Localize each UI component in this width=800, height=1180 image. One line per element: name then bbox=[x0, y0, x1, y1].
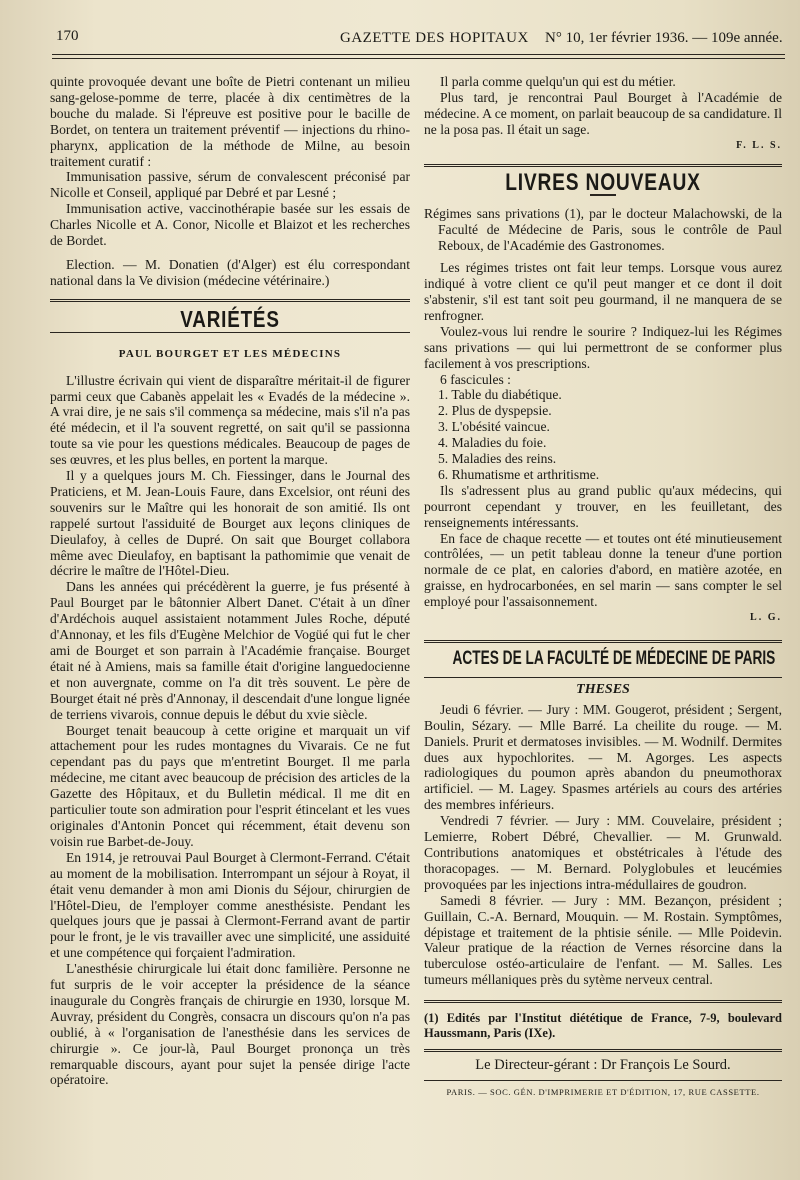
paragraph: Plus tard, je rencontrai Paul Bourget à l'Académie de médecine. A ce moment, on parlait beaucoup de sa candidature. Il ne la posa pas. Il était un sage. bbox=[424, 89, 782, 137]
director-line: Le Directeur-gérant : Dr François Le Sourd. bbox=[475, 1057, 731, 1074]
paragraph: Vendredi 7 février. — Jury : MM. Couvelaire, président ; Lemierre, Robert Débré, Chevallier. — M. Grunwald. Contributions anatomiques et obstétricales à l'étude des thoracopages. — M. Bernard. Polyglobules et leucémies provoquées par les injections intra-médullaires de goudron. bbox=[424, 813, 782, 892]
list-item: 2. Plus de dyspepsie. bbox=[438, 403, 552, 419]
list-item: 1. Table du diabétique. bbox=[438, 387, 562, 403]
section-rule bbox=[424, 677, 782, 678]
section-rule bbox=[424, 640, 782, 643]
paragraph: 6 fascicules : bbox=[440, 371, 511, 387]
paragraph: Immunisation passive, sérum de convalescent préconisé par Nicolle et Conseil, appliqué par Debré et par Lesné ; bbox=[50, 169, 410, 201]
list-item: 3. L'obésité vaincue. bbox=[438, 419, 550, 435]
page-number: 170 bbox=[56, 28, 79, 44]
theses-title: THESES bbox=[576, 681, 630, 697]
header-rule bbox=[52, 54, 785, 55]
paragraph: En 1914, je retrouvai Paul Bourget à Clermont-Ferrand. C'était au moment de la mobilisation. Interrompant un séjour à Royat, il était venu demander à mon ami Dionis du Séjour, chirurgien de l'Hôtel-Dieu, de l'employer comme anesthésiste. Pendant les quelques jours que je passai à Clermont-Ferrand avant de partir pour le front, je le vis travailler avec une simplicité, une assiduité et une compétence qui forçaient l'admiration. bbox=[50, 849, 410, 961]
list-item: 5. Maladies des reins. bbox=[438, 451, 557, 467]
signature: L. G. bbox=[750, 612, 782, 624]
book-entry: Régimes sans privations (1), par le docteur Malachowski, de la Faculté de Médecine de Paris, sous le contrôle de Paul Reboux, de l'Académie des Gastronomes. bbox=[424, 206, 782, 254]
right-column bbox=[424, 74, 782, 1101]
issue-info: N° 10, 1er février 1936. — 109e année. bbox=[545, 30, 783, 46]
footnote: (1) Edités par l'Institut diététique de France, 7-9, boulevard Haussmann, Paris (IXe). bbox=[424, 1011, 782, 1041]
paragraph: quinte provoquée devant une boîte de Pietri contenant un milieu sang-gelose-pomme de terre, placée à dix centimètres de la bouche du malade. Si l'épreuve est positive pour le bacille de Bordet, on tentera un traitement préventif — injections du rhino-pharynx, application de la méthode de Milne, au besoin traitement curatif : bbox=[50, 74, 410, 169]
livres-title: LIVRES NOUVEAUX bbox=[505, 168, 701, 196]
paragraph: Immunisation active, vaccinothérapie basée sur les essais de Charles Nicolle et A. Conor, Nicolle et Blaizot et les recherches de Bordet. bbox=[50, 201, 410, 249]
paragraph: Bourget tenait beaucoup à cette origine et marquait un vif attachement pour les rudes montagnes du Vivarais. Ce ne fut cependant pas du pays que m'entretint Bourget. Il me parla médecine, me citant avec beaucoup de précision des articles de la Gazette des Hôpitaux, et du Bulletin médical. Il me dit en particulier toute son admiration pour l'esprit étincelant et les vues originales d'Antonin Poncet qui récemment, était devenu son voisin rue Barbet-de-Jouy. bbox=[50, 722, 410, 849]
paragraph: Jeudi 6 février. — Jury : MM. Gougerot, président ; Sergent, Boulin, Sézary. — Mlle Barré. La cheilite du rouge. — M. Daniels. Prurit et dermatoses invisibles. — M. Wodnilf. Dermites dues aux hypochlorites. — M. Agorges. Les aspects radiologiques du poumon après abandon du pneumothorax artificiel. — M. Lagey. Spasmes artériels au cours des artéries des membres inférieurs. bbox=[424, 701, 782, 813]
varietes-subtitle: PAUL BOURGET ET LES MÉDECINS bbox=[118, 347, 342, 360]
imprint: PARIS. — SOC. GÉN. D'IMPRIMERIE ET D'ÉDITION, 17, RUE CASSETTE. bbox=[446, 1087, 760, 1098]
section-rule bbox=[50, 332, 410, 333]
paragraph: Dans les années qui précédèrent la guerre, je fus présenté à Paul Bourget par le bâtonnier Albert Danet. C'était à un dîner d'Ardéchois auquel assistaient notamment Jules Roche, député d'Annonay, et les fils d'Eugène Melchior de Vogüé qui fut le cher ami de Bourget et son parrain à l'Académie française. Bourget était né à Amiens, mais sa famille était d'origine languedocienne et non auvergnate, comme on l'a dit très souvent. Le père de Bourget était né près d'Annonay, il descendait d'une longue lignée de terriens vivarois, connue depuis le début du xvie siècle. bbox=[50, 579, 410, 722]
section-rule bbox=[424, 1000, 782, 1003]
paragraph: Il parla comme quelqu'un qui est du métier. bbox=[440, 74, 676, 89]
paragraph: En face de chaque recette — et toutes ont été minutieusement contrôlées, — un petit tableau donne la teneur d'une portion normale de ce plat, en calories d'abord, en matière azotée, en graisse, en hydrocarbonées, en sel marin — sans compter le sel employé pour l'assaisonnement. bbox=[424, 530, 782, 610]
signature: F. L. S. bbox=[736, 139, 782, 151]
header-rule-2 bbox=[52, 58, 785, 59]
list-item: 4. Maladies du foie. bbox=[438, 435, 547, 451]
section-rule bbox=[424, 164, 782, 167]
left-column bbox=[50, 74, 410, 1088]
paragraph: Voulez-vous lui rendre le sourire ? Indiquez-lui les Régimes sans privations — qui lui permettront de se conformer plus facilement à vos prescriptions. bbox=[424, 323, 782, 371]
paragraph: Election. — M. Donatien (d'Alger) est élu correspondant national dans la Ve division (médecine vétérinaire.) bbox=[50, 256, 410, 288]
list-item: 6. Rhumatisme et arthritisme. bbox=[438, 466, 600, 482]
paragraph: L'anesthésie chirurgicale lui était donc familière. Personne ne fut surpris de le voir accepter la présidence de la séance inaugurale du Congrès français de chirurgie en 1930, lorsque M. Auvray, président du Congrès, consacra un discours qu'on n'a pas oublié, à « l'organisation de l'anesthésie dans les services de chirurgie ». Ce jour-là, Paul Bourget prononça un très remarquable discours, ayant pour sujet la pensée dirige l'acte opératoire. bbox=[50, 961, 410, 1088]
fascicule-list bbox=[424, 387, 782, 482]
running-header bbox=[52, 28, 787, 50]
actes-title: ACTES DE LA FACULTÉ DE MÉDECINE DE PARIS bbox=[452, 648, 776, 669]
section-rule bbox=[424, 1080, 782, 1081]
paragraph: Ils s'adressent plus au grand public qu'aux médecins, qui pourront cependant y trouver, en les feuilletant, des renseignements intéressants. bbox=[424, 482, 782, 530]
paragraph: Samedi 8 février. — Jury : MM. Bezançon, président ; Guillain, C.-A. Bernard, Mouquin. — M. Rostain. Symptômes, dépistage et traitement de la phtisie sénile. — Mlle Poidevin. Valeur pratique de la réaction de Vernes résorcine dans la tuberculose ostéo-articulaire de l'enfant. — M. Salles. Les tumeurs méllaniques près du sytème nerveux central. bbox=[424, 892, 782, 988]
section-rule bbox=[50, 299, 410, 302]
varietes-title: VARIÉTÉS bbox=[180, 305, 280, 332]
paragraph: Il y a quelques jours M. Ch. Fiessinger, dans le Journal des Praticiens, et M. Jean-Louis Faure, dans Excelsior, ont réuni des souvenirs sur le Maître qui les honorait de son amitié. Ils ont rappelé surtout l'assiduité de Bourget aux leçons cliniques de Dieulafoy, à celles de Dupré. On sait que Bourget collabora même avec Dieulafoy, en baptisant la pathomimie que venait de décrire le maître de l'Hôtel-Dieu. bbox=[50, 468, 410, 579]
journal-title: GAZETTE DES HOPITAUX bbox=[340, 30, 529, 46]
paragraph: Les régimes tristes ont fait leur temps. Lorsque vous aurez indiqué à votre client ce qu'il peut manger et ce dont il doit s'abstenir, s'il est tant soit peu gourmand, il ne manquera de se renfrogner. bbox=[424, 260, 782, 323]
paragraph: L'illustre écrivain qui vient de disparaître méritait-il de figurer parmi ceux que Cabanès appelait les « Evadés de la médecine ». A vrai dire, je ne sais s'il commença sa médecine, mais s'il n'a pas été médecin, et il l'a souvent regretté, on sait qu'il se passionna toute sa vie pour les questions médicales. Beaucoup de pages de ses œuvres, et les plus belles, en portent la marque. bbox=[50, 372, 410, 468]
section-rule bbox=[424, 1049, 782, 1052]
